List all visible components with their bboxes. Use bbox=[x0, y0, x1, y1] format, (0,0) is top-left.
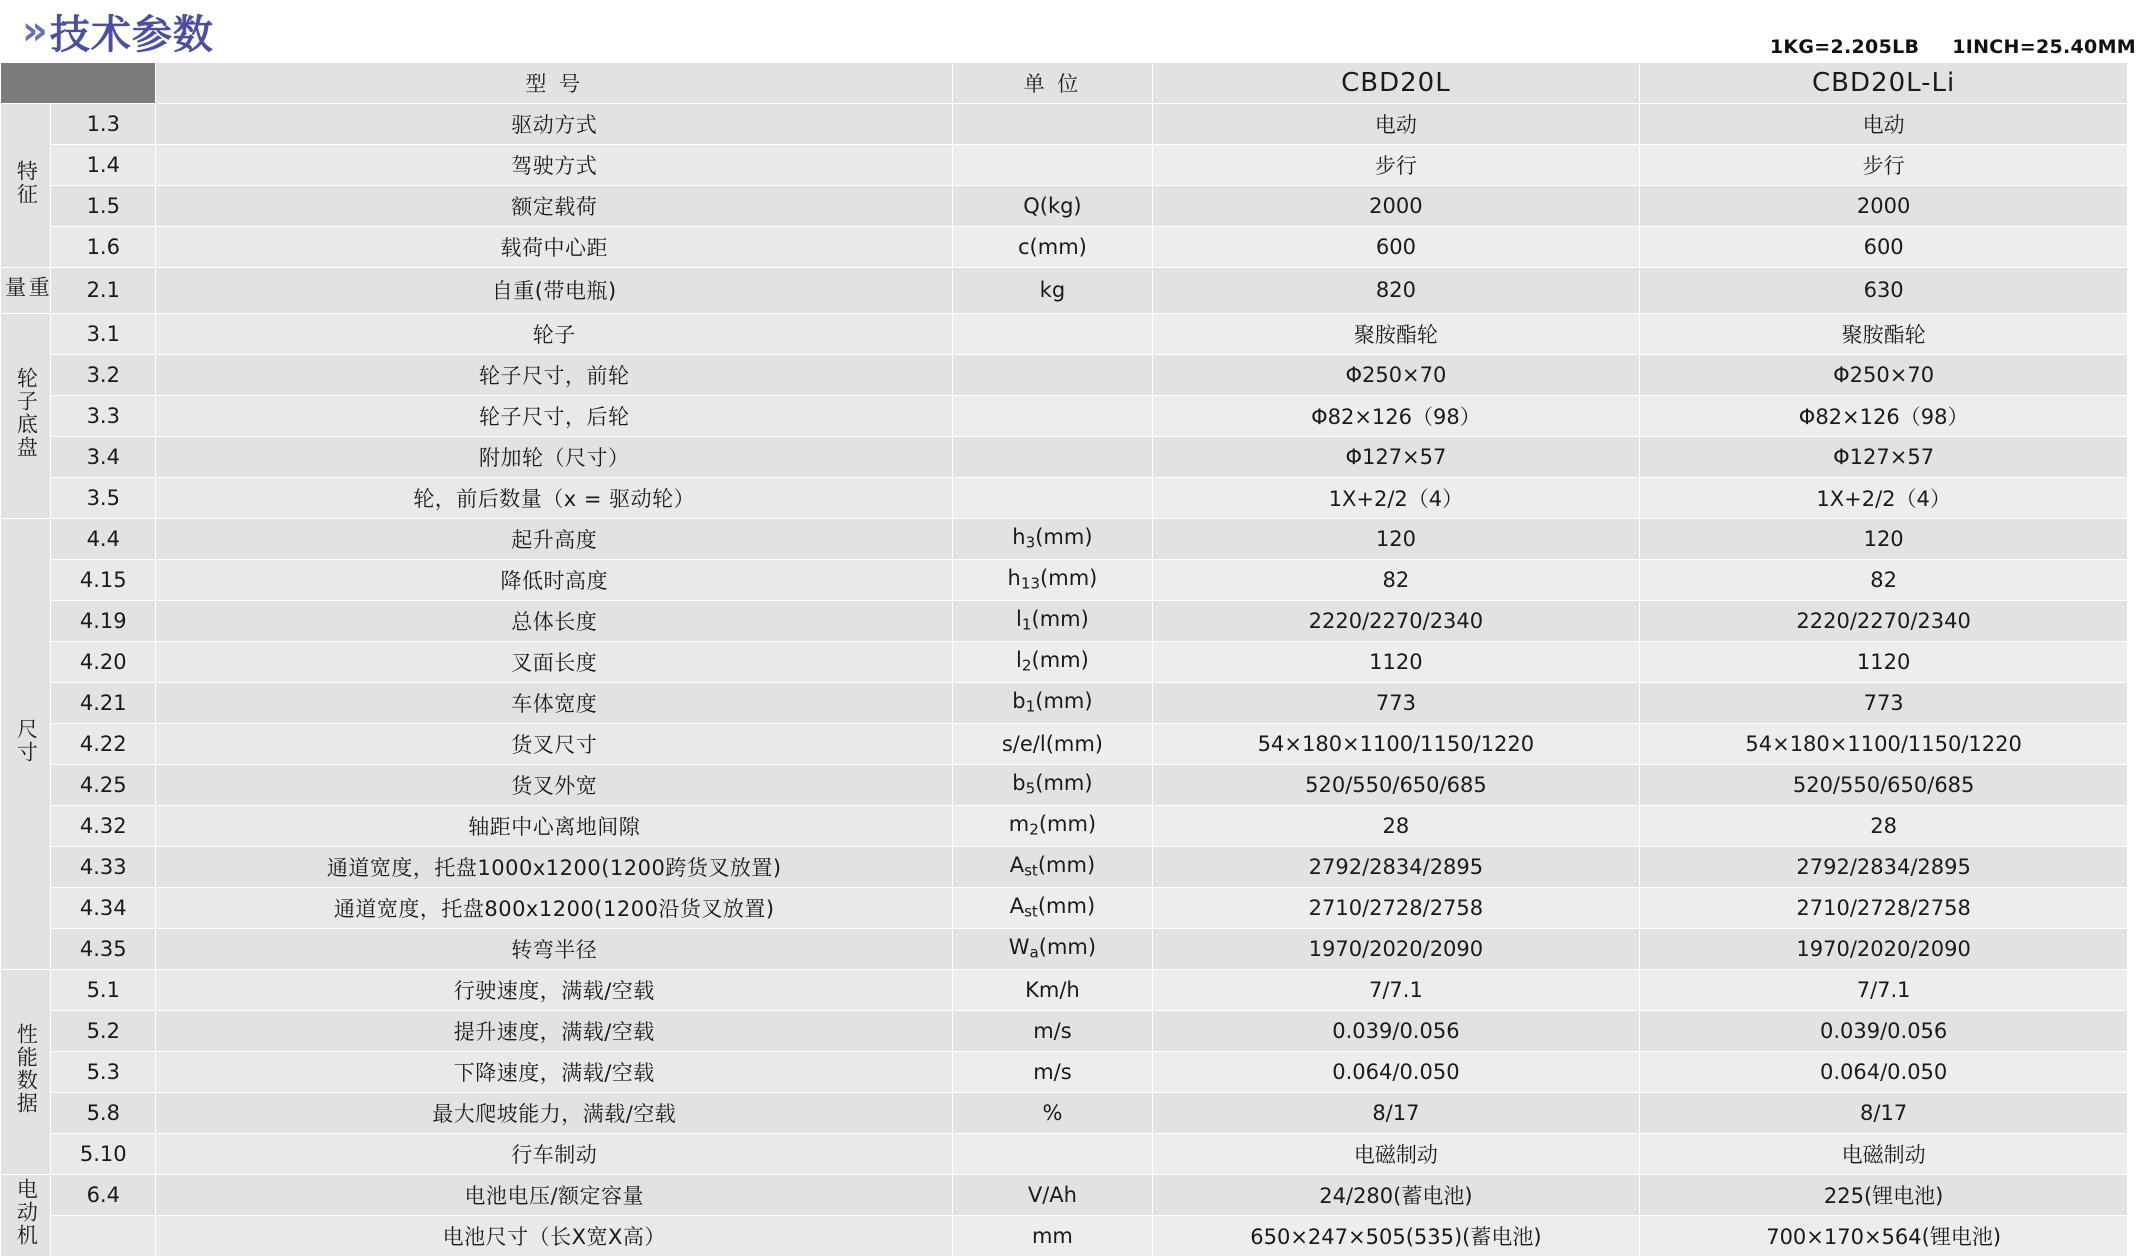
table-row bbox=[1, 1051, 2128, 1092]
table-row bbox=[1, 436, 2128, 477]
row-value-cbd20l: Φ250×70 bbox=[1152, 354, 1640, 395]
row-value-cbd20l: 1970/2020/2090 bbox=[1152, 928, 1640, 969]
row-number: 5.2 bbox=[51, 1010, 156, 1051]
row-value-cbd20l-li: Φ127×57 bbox=[1640, 436, 2128, 477]
row-value-cbd20l-li: 电动 bbox=[1640, 104, 2128, 145]
table-row bbox=[1, 477, 2128, 518]
column-header-group bbox=[1, 63, 156, 104]
column-header-unit: 单 位 bbox=[953, 63, 1152, 104]
row-number: 4.15 bbox=[51, 559, 156, 600]
table-row bbox=[1, 227, 2128, 268]
row-unit: $A_{st}(mm)$ bbox=[953, 846, 1152, 887]
row-parameter-name: 降低时高度 bbox=[156, 559, 953, 600]
row-number: 4.20 bbox=[51, 641, 156, 682]
page-header bbox=[0, 0, 2152, 62]
row-number: 4.33 bbox=[51, 846, 156, 887]
row-value-cbd20l-li: 54×180×1100/1150/1220 bbox=[1640, 723, 2128, 764]
row-value-cbd20l: 8/17 bbox=[1152, 1092, 1640, 1133]
row-unit bbox=[953, 477, 1152, 518]
row-unit: $l_2(mm)$ bbox=[953, 641, 1152, 682]
row-parameter-name: 行车制动 bbox=[156, 1133, 953, 1174]
table-row bbox=[1, 723, 2128, 764]
conversion-kg: 1KG=2.205LB bbox=[1769, 36, 1920, 58]
row-parameter-name: 起升高度 bbox=[156, 518, 953, 559]
row-value-cbd20l: 2000 bbox=[1152, 186, 1640, 227]
row-unit: V/Ah bbox=[953, 1174, 1152, 1215]
row-parameter-name: 提升速度，满载/空载 bbox=[156, 1010, 953, 1051]
row-value-cbd20l-li: 0.064/0.050 bbox=[1640, 1051, 2128, 1092]
row-number: 3.2 bbox=[51, 354, 156, 395]
row-parameter-name: 轮子尺寸，后轮 bbox=[156, 395, 953, 436]
row-group-label bbox=[1, 104, 51, 268]
row-value-cbd20l: 2710/2728/2758 bbox=[1152, 887, 1640, 928]
row-value-cbd20l: 电动 bbox=[1152, 104, 1640, 145]
table-row bbox=[1, 559, 2128, 600]
row-unit: mm bbox=[953, 1215, 1152, 1256]
row-parameter-name: 货叉外宽 bbox=[156, 764, 953, 805]
row-number: 4.19 bbox=[51, 600, 156, 641]
row-number: 5.1 bbox=[51, 969, 156, 1010]
row-value-cbd20l-li: 773 bbox=[1640, 682, 2128, 723]
table-row bbox=[1, 969, 2128, 1010]
row-number: 1.3 bbox=[51, 104, 156, 145]
row-unit: $b_5(mm)$ bbox=[953, 764, 1152, 805]
table-header bbox=[1, 63, 2128, 104]
row-unit bbox=[953, 354, 1152, 395]
row-unit bbox=[953, 145, 1152, 186]
row-group-label bbox=[1, 313, 51, 518]
row-unit: c(mm) bbox=[953, 227, 1152, 268]
row-parameter-name: 电池电压/额定容量 bbox=[156, 1174, 953, 1215]
row-parameter-name: 总体长度 bbox=[156, 600, 953, 641]
table-row bbox=[1, 1010, 2128, 1051]
row-number: 1.5 bbox=[51, 186, 156, 227]
row-value-cbd20l-li: 82 bbox=[1640, 559, 2128, 600]
row-unit: s/e/l(mm) bbox=[953, 723, 1152, 764]
table-row bbox=[1, 600, 2128, 641]
table-row bbox=[1, 682, 2128, 723]
row-value-cbd20l: 2792/2834/2895 bbox=[1152, 846, 1640, 887]
row-value-cbd20l-li: 电磁制动 bbox=[1640, 1133, 2128, 1174]
row-parameter-name: 自重(带电瓶) bbox=[156, 268, 953, 314]
row-parameter-name: 下降速度，满载/空载 bbox=[156, 1051, 953, 1092]
row-value-cbd20l: 120 bbox=[1152, 518, 1640, 559]
row-value-cbd20l-li: 0.039/0.056 bbox=[1640, 1010, 2128, 1051]
row-group-label-text: 性能数据 bbox=[14, 1022, 39, 1115]
row-unit: $l_1(mm)$ bbox=[953, 600, 1152, 641]
row-value-cbd20l-li: 2792/2834/2895 bbox=[1640, 846, 2128, 887]
row-number: 1.4 bbox=[51, 145, 156, 186]
row-value-cbd20l: Φ82×126（98） bbox=[1152, 395, 1640, 436]
row-unit bbox=[953, 395, 1152, 436]
row-group-label-text: 轮子底盘 bbox=[14, 366, 39, 459]
row-number: 3.1 bbox=[51, 313, 156, 354]
row-group-label bbox=[1, 518, 51, 969]
row-parameter-name: 行驶速度，满载/空载 bbox=[156, 969, 953, 1010]
row-number: 3.3 bbox=[51, 395, 156, 436]
row-number: 4.25 bbox=[51, 764, 156, 805]
table-row bbox=[1, 764, 2128, 805]
row-parameter-name: 通道宽度，托盘800x1200(1200沿货叉放置) bbox=[156, 887, 953, 928]
table-row bbox=[1, 1092, 2128, 1133]
row-unit bbox=[953, 436, 1152, 477]
row-group-label-text: 电动机 bbox=[14, 1177, 39, 1247]
row-value-cbd20l-li: Φ82×126（98） bbox=[1640, 395, 2128, 436]
row-value-cbd20l: 聚胺酯轮 bbox=[1152, 313, 1640, 354]
row-number: 5.8 bbox=[51, 1092, 156, 1133]
row-group-label bbox=[1, 969, 51, 1174]
row-unit bbox=[953, 313, 1152, 354]
conversion-inch: 1INCH=25.40MM bbox=[1952, 36, 2136, 58]
table-row bbox=[1, 518, 2128, 559]
row-value-cbd20l: 2220/2270/2340 bbox=[1152, 600, 1640, 641]
row-parameter-name: 额定载荷 bbox=[156, 186, 953, 227]
row-number: 6.4 bbox=[51, 1174, 156, 1215]
row-number: 4.35 bbox=[51, 928, 156, 969]
table-header-row bbox=[1, 63, 2128, 104]
row-value-cbd20l: Φ127×57 bbox=[1152, 436, 1640, 477]
row-value-cbd20l: 0.064/0.050 bbox=[1152, 1051, 1640, 1092]
table-row bbox=[1, 313, 2128, 354]
row-group-label-text: 重量 bbox=[2, 276, 51, 299]
row-parameter-name: 轮，前后数量（x = 驱动轮） bbox=[156, 477, 953, 518]
table-row bbox=[1, 268, 2128, 314]
row-parameter-name: 驾驶方式 bbox=[156, 145, 953, 186]
row-number bbox=[51, 1215, 156, 1256]
page-title: 技术参数 bbox=[49, 11, 214, 58]
table-body bbox=[1, 104, 2128, 1257]
row-parameter-name: 电池尺寸（长X宽X高） bbox=[156, 1215, 953, 1256]
row-value-cbd20l-li: 630 bbox=[1640, 268, 2128, 314]
row-unit: Km/h bbox=[953, 969, 1152, 1010]
row-number: 5.10 bbox=[51, 1133, 156, 1174]
row-unit: Q(kg) bbox=[953, 186, 1152, 227]
row-unit: m/s bbox=[953, 1010, 1152, 1051]
table-row bbox=[1, 1174, 2128, 1215]
row-group-label bbox=[1, 268, 51, 314]
row-number: 4.4 bbox=[51, 518, 156, 559]
row-value-cbd20l: 7/7.1 bbox=[1152, 969, 1640, 1010]
row-value-cbd20l-li: 聚胺酯轮 bbox=[1640, 313, 2128, 354]
table-row bbox=[1, 395, 2128, 436]
row-unit: % bbox=[953, 1092, 1152, 1133]
row-unit: $h_{13}(mm)$ bbox=[953, 559, 1152, 600]
row-value-cbd20l-li: 2220/2270/2340 bbox=[1640, 600, 2128, 641]
row-unit: kg bbox=[953, 268, 1152, 314]
unit-conversion-note bbox=[1744, 36, 2136, 58]
column-header-cbd20l-li: CBD20L-Li bbox=[1640, 63, 2128, 104]
row-unit: $h_3(mm)$ bbox=[953, 518, 1152, 559]
row-parameter-name: 转弯半径 bbox=[156, 928, 953, 969]
specification-table bbox=[0, 62, 2128, 1257]
row-group-label-text: 尺寸 bbox=[14, 717, 39, 764]
row-value-cbd20l-li: 520/550/650/685 bbox=[1640, 764, 2128, 805]
row-value-cbd20l-li: 120 bbox=[1640, 518, 2128, 559]
row-value-cbd20l-li: 28 bbox=[1640, 805, 2128, 846]
row-value-cbd20l-li: 1120 bbox=[1640, 641, 2128, 682]
row-number: 3.5 bbox=[51, 477, 156, 518]
row-group-label-text: 特征 bbox=[14, 159, 39, 206]
row-value-cbd20l: 650×247×505(535)(蓄电池) bbox=[1152, 1215, 1640, 1256]
row-value-cbd20l: 600 bbox=[1152, 227, 1640, 268]
row-parameter-name: 附加轮（尺寸） bbox=[156, 436, 953, 477]
row-parameter-name: 最大爬坡能力，满载/空载 bbox=[156, 1092, 953, 1133]
row-group-label bbox=[1, 1174, 51, 1256]
table-row bbox=[1, 186, 2128, 227]
row-unit bbox=[953, 1133, 1152, 1174]
row-number: 3.4 bbox=[51, 436, 156, 477]
row-value-cbd20l: 1X+2/2（4） bbox=[1152, 477, 1640, 518]
table-row bbox=[1, 1215, 2128, 1256]
row-parameter-name: 轴距中心离地间隙 bbox=[156, 805, 953, 846]
row-value-cbd20l-li: 600 bbox=[1640, 227, 2128, 268]
column-header-model: 型 号 bbox=[156, 63, 953, 104]
row-value-cbd20l-li: 7/7.1 bbox=[1640, 969, 2128, 1010]
row-value-cbd20l-li: Φ250×70 bbox=[1640, 354, 2128, 395]
row-parameter-name: 货叉尺寸 bbox=[156, 723, 953, 764]
row-value-cbd20l-li: 225(锂电池) bbox=[1640, 1174, 2128, 1215]
row-value-cbd20l: 82 bbox=[1152, 559, 1640, 600]
row-parameter-name: 驱动方式 bbox=[156, 104, 953, 145]
row-value-cbd20l: 电磁制动 bbox=[1152, 1133, 1640, 1174]
row-value-cbd20l-li: 步行 bbox=[1640, 145, 2128, 186]
row-unit bbox=[953, 104, 1152, 145]
row-number: 2.1 bbox=[51, 268, 156, 314]
table-row bbox=[1, 1133, 2128, 1174]
row-number: 5.3 bbox=[51, 1051, 156, 1092]
row-parameter-name: 载荷中心距 bbox=[156, 227, 953, 268]
row-value-cbd20l-li: 8/17 bbox=[1640, 1092, 2128, 1133]
row-value-cbd20l: 28 bbox=[1152, 805, 1640, 846]
table-row bbox=[1, 928, 2128, 969]
row-number: 1.6 bbox=[51, 227, 156, 268]
table-row bbox=[1, 104, 2128, 145]
row-parameter-name: 轮子 bbox=[156, 313, 953, 354]
row-value-cbd20l: 820 bbox=[1152, 268, 1640, 314]
row-parameter-name: 车体宽度 bbox=[156, 682, 953, 723]
row-unit: $W_a(mm)$ bbox=[953, 928, 1152, 969]
row-unit: $b_1(mm)$ bbox=[953, 682, 1152, 723]
row-unit: $A_{st}(mm)$ bbox=[953, 887, 1152, 928]
table-row bbox=[1, 887, 2128, 928]
table-row bbox=[1, 354, 2128, 395]
row-value-cbd20l-li: 1970/2020/2090 bbox=[1640, 928, 2128, 969]
row-value-cbd20l-li: 700×170×564(锂电池) bbox=[1640, 1215, 2128, 1256]
row-number: 4.32 bbox=[51, 805, 156, 846]
row-number: 4.22 bbox=[51, 723, 156, 764]
row-value-cbd20l-li: 1X+2/2（4） bbox=[1640, 477, 2128, 518]
table-row bbox=[1, 145, 2128, 186]
row-parameter-name: 叉面长度 bbox=[156, 641, 953, 682]
row-unit: m/s bbox=[953, 1051, 1152, 1092]
row-value-cbd20l: 1120 bbox=[1152, 641, 1640, 682]
column-header-cbd20l: CBD20L bbox=[1152, 63, 1640, 104]
row-value-cbd20l: 24/280(蓄电池) bbox=[1152, 1174, 1640, 1215]
table-row bbox=[1, 805, 2128, 846]
row-value-cbd20l-li: 2710/2728/2758 bbox=[1640, 887, 2128, 928]
row-parameter-name: 轮子尺寸，前轮 bbox=[156, 354, 953, 395]
row-number: 4.34 bbox=[51, 887, 156, 928]
table-row bbox=[1, 641, 2128, 682]
row-unit: $m_2(mm)$ bbox=[953, 805, 1152, 846]
table-row bbox=[1, 846, 2128, 887]
row-value-cbd20l: 520/550/650/685 bbox=[1152, 764, 1640, 805]
row-value-cbd20l: 773 bbox=[1152, 682, 1640, 723]
row-value-cbd20l: 54×180×1100/1150/1220 bbox=[1152, 723, 1640, 764]
row-value-cbd20l-li: 2000 bbox=[1640, 186, 2128, 227]
row-parameter-name: 通道宽度，托盘1000x1200(1200跨货叉放置) bbox=[156, 846, 953, 887]
row-value-cbd20l: 0.039/0.056 bbox=[1152, 1010, 1640, 1051]
row-value-cbd20l: 步行 bbox=[1152, 145, 1640, 186]
chevron-double-right-icon: » bbox=[22, 8, 44, 54]
row-number: 4.21 bbox=[51, 682, 156, 723]
